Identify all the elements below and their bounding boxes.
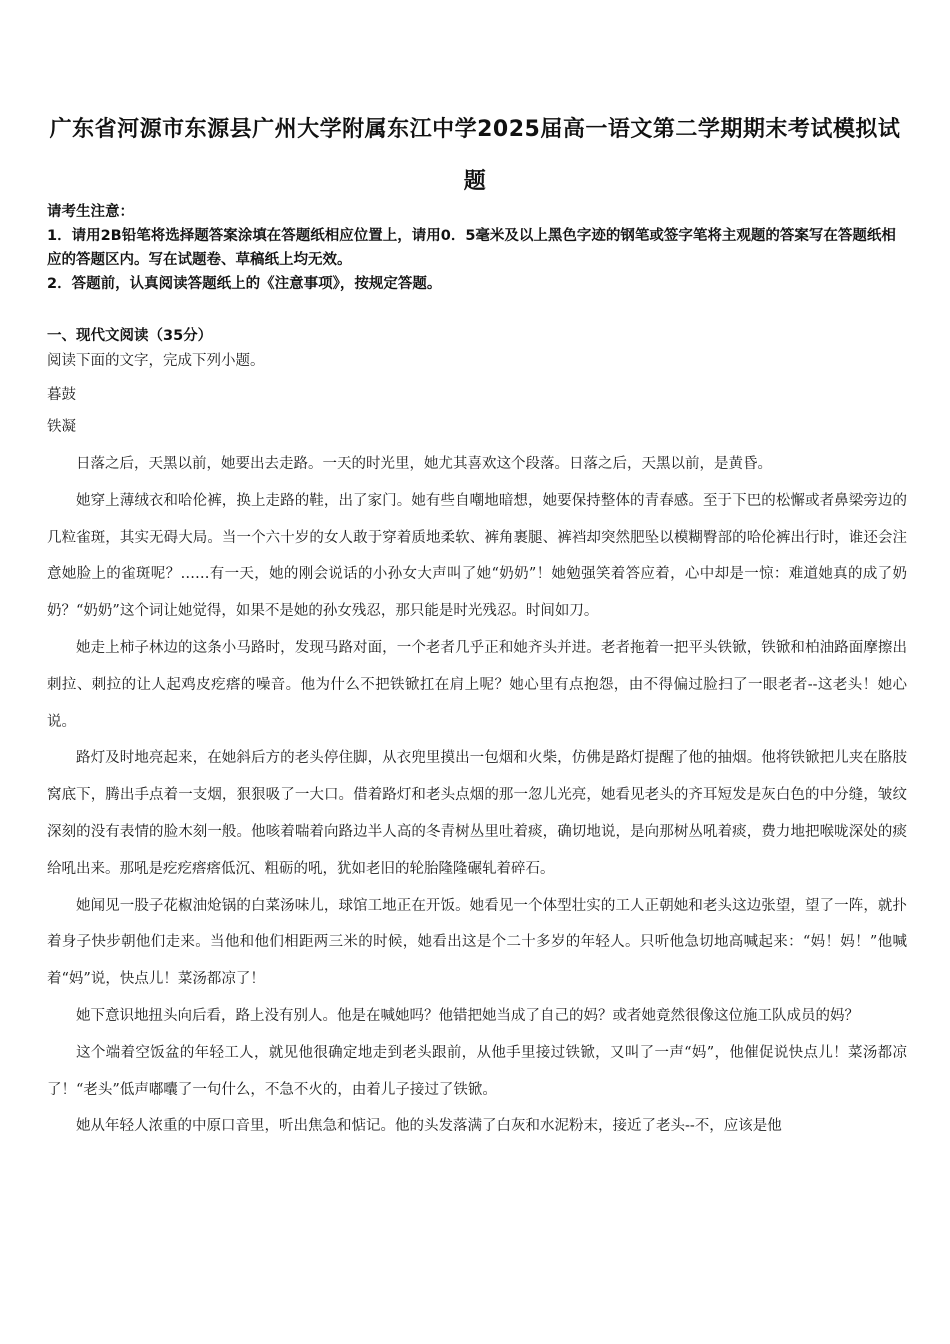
notice-item: 1．请用2B铅笔将选择题答案涂填在答题纸相应位置上，请用0．5毫米及以上黑色字迹的钢笔或签字笔将主观题的答案写在答题纸相应的答题区内。写在试题卷、草稿纸上均无效。 [47, 228, 896, 268]
reading-instruction: 阅读下面的文字，完成下列小题。 [47, 353, 265, 369]
essay-paragraph: 这个端着空饭盆的年轻工人，就见他很确定地走到老头跟前，从他手里接过铁锨，又叫了一声“妈”，他催促说快点儿！菜汤都凉了！“老头”低声嘟囔了一句什么，不急不火的，由着儿子接过了铁锨。 [47, 1044, 907, 1098]
section-heading: 一、现代文阅读（35分） [47, 328, 213, 344]
essay-body [47, 446, 907, 1145]
essay-paragraph: 她闻见一股子花椒油炝锅的白菜汤味儿，球馆工地正在开饭。她看见一个体型壮实的工人正朝她和老头这边张望，望了一阵，就扑着身子快步朝他们走来。当他和他们相距两三米的时候，她看出这是个二十多岁的年轻人。只听他急切地高喊起来：“妈！妈！”他喊着“妈”说，快点儿！菜汤都凉了！ [47, 897, 907, 988]
exam-notice [47, 200, 907, 296]
essay-title: 暮鼓 [47, 387, 76, 403]
notice-item: 2．答题前，认真阅读答题纸上的《注意事项》，按规定答题。 [47, 276, 442, 292]
notice-heading: 请考生注意： [47, 204, 134, 220]
essay-paragraph: 路灯及时地亮起来，在她斜后方的老头停住脚，从衣兜里摸出一包烟和火柴，仿佛是路灯提醒了他的抽烟。他将铁锨把儿夹在胳肢窝底下，腾出手点着一支烟，狠狠吸了一大口。借着路灯和老头点烟的那一忽儿光亮，她看见老头的齐耳短发是灰白色的中分缝，皱纹深刻的没有表情的脸木刻一般。他咳着喘着向路边半人高的冬青树丛里吐着痰，确切地说，是向那树丛吼着痰，费力地把喉咙深处的痰给吼出来。那吼是疙疙瘩瘩低沉、粗砺的吼，犹如老旧的轮胎隆隆碾轧着碎石。 [47, 750, 907, 877]
essay-paragraph: 日落之后，天黑以前，她要出去走路。一天的时光里，她尤其喜欢这个段落。日落之后，天黑以前，是黄昏。 [76, 456, 772, 472]
essay-paragraph: 她从年轻人浓重的中原口音里，听出焦急和惦记。他的头发落满了白灰和水泥粉末，接近了老头--不，应该是他 [76, 1118, 782, 1135]
essay-paragraph: 她穿上薄绒衣和哈伦裤，换上走路的鞋，出了家门。她有些自嘲地暗想，她要保持整体的青春感。至于下巴的松懈或者鼻梁旁边的几粒雀斑，其实无碍大局。当一个六十岁的女人敢于穿着质地柔软、裤角裹腿、裤裆却突然肥坠以模糊臀部的哈伦裤出行时，谁还会注意她脸上的雀斑呢？……有一天，她的刚会说话的小孙女大声叫了她“奶奶”！她勉强笑着答应着，心中却是一惊：难道她真的成了奶奶？“奶奶”这个词让她觉得，如果不是她的孙女残忍，那只能是时光残忍。时间如刀。 [47, 492, 907, 620]
page-title: 广东省河源市东源县广州大学附属东江中学2025届高一语文第二学期期末考试模拟试题 [49, 117, 901, 194]
essay-author: 铁凝 [47, 419, 76, 435]
essay-paragraph: 她走上柿子林边的这条小马路时，发现马路对面，一个老者几乎正和她齐头并进。老者拖着一把平头铁锨，铁锨和柏油路面摩擦出刺拉、刺拉的让人起鸡皮疙瘩的噪音。他为什么不把铁锨扛在肩上呢？她心里有点抱怨，由不得偏过脸扫了一眼老者--这老头！她心说。 [47, 639, 907, 730]
essay-paragraph: 她下意识地扭头向后看，路上没有别人。他是在喊她吗？他错把她当成了自己的妈？或者她竟然很像这位施工队成员的妈？ [76, 1007, 859, 1024]
